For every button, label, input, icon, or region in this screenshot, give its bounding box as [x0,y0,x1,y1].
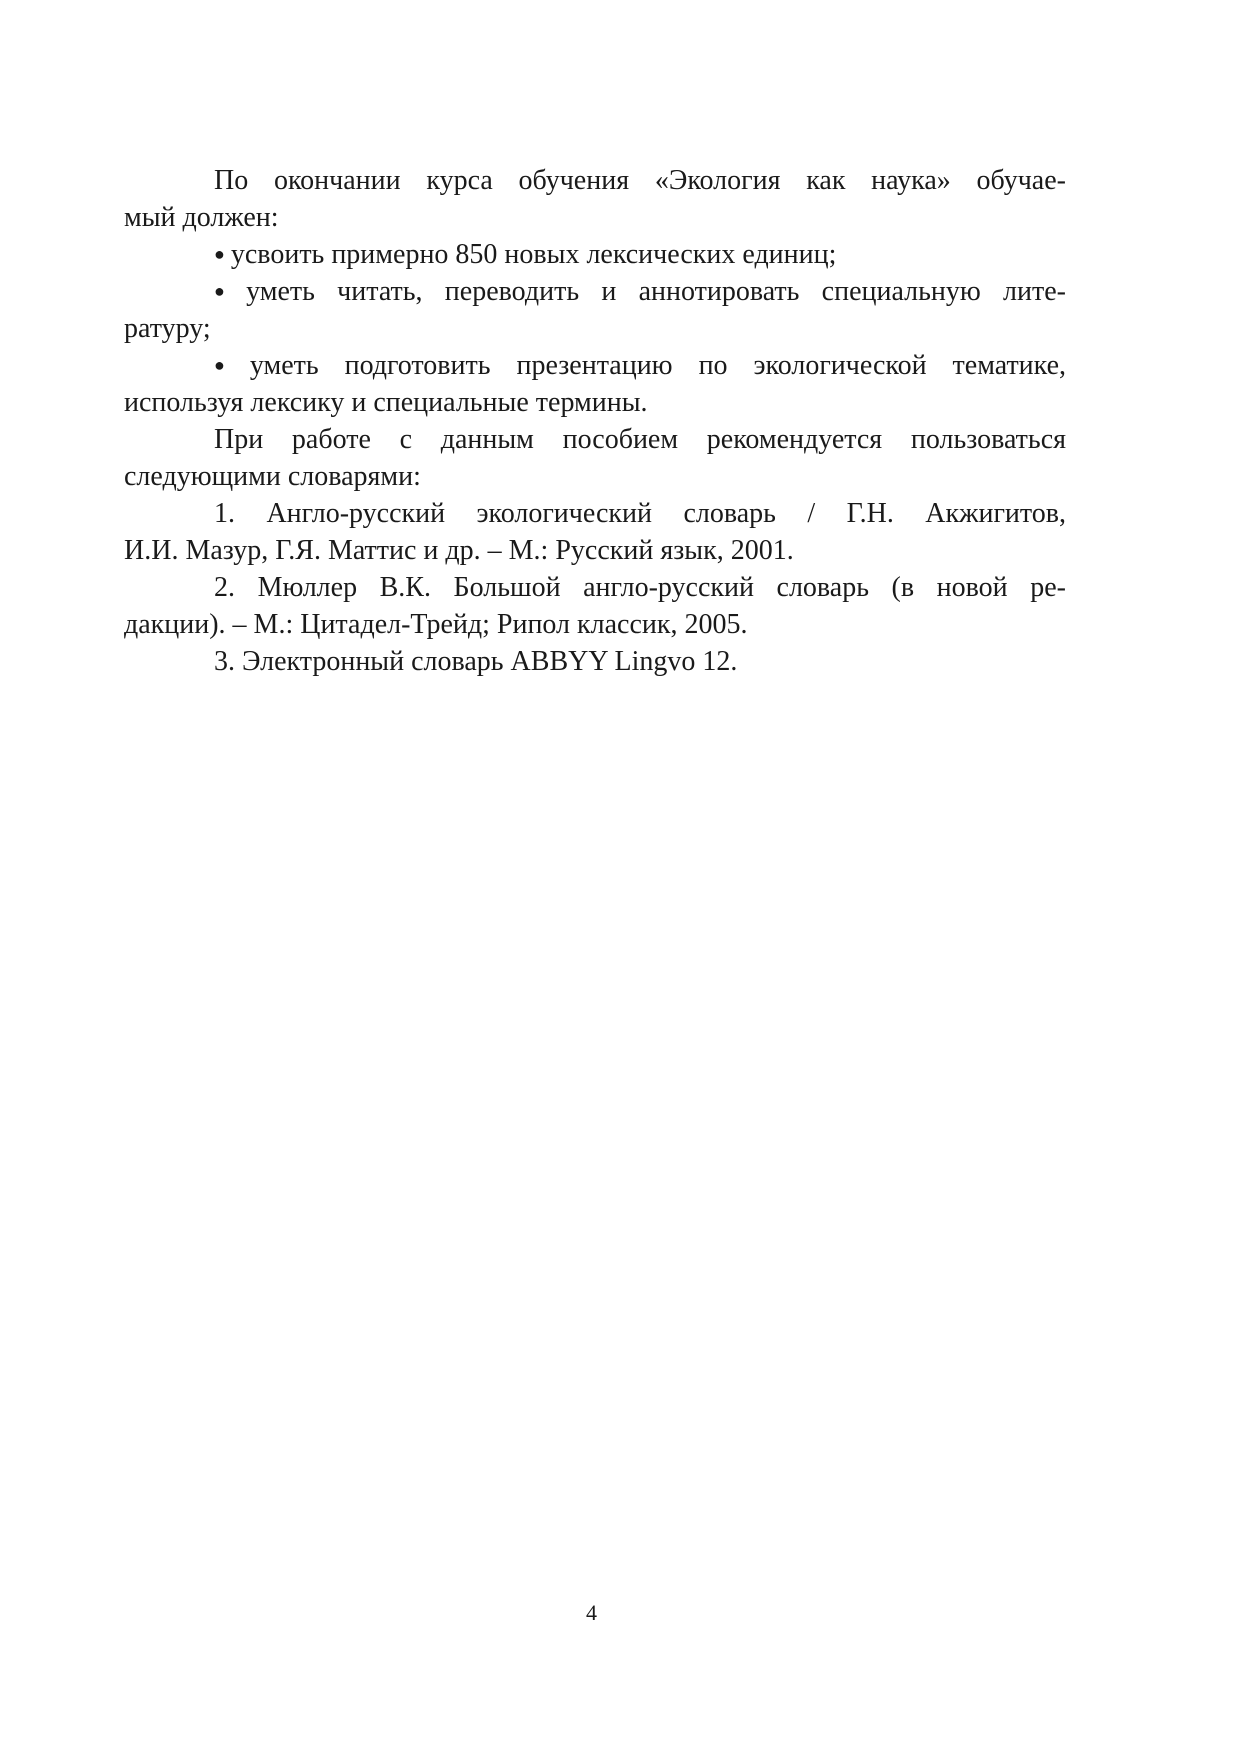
bullet-item-1-line-1 [124,236,1066,273]
bullet-item-3-line-2: используя лексику и специальные термины. [124,387,648,418]
page-number: 4 [586,1600,597,1625]
bullet-icon: ● [214,355,244,375]
bullet-item-1 [124,236,1066,273]
dictionary-item-1-line-2: И.И. Мазур, Г.Я. Маттис и др. – М.: Русский язык, 2001. [124,535,794,566]
dictionaries-intro-line-1: При работе с данным пособием рекомендуется пользоваться [214,424,1066,455]
dictionaries-intro-line-2: следующими словарями: [124,461,421,492]
bullet-item-2 [124,273,1066,347]
intro-line-2: мый должен: [124,202,279,233]
bullet-item-3 [124,347,1066,421]
bullet-item-2-line-1 [124,273,1066,310]
page-body [124,162,1066,680]
dictionaries-intro-paragraph [124,421,1066,495]
bullet-icon: ● [214,244,225,264]
intro-paragraph [124,162,1066,236]
dictionary-item-2-line-1: 2. Мюллер В.К. Большой англо-русский словарь (в новой ре- [214,572,1066,603]
dictionary-item-1-line-1: 1. Англо-русский экологический словарь / Г.Н. Акжигитов, [214,498,1066,529]
dictionary-item-2-line-2: дакции). – М.: Цитадел-Трейд; Рипол классик, 2005. [124,609,748,640]
dictionary-item-1 [124,495,1066,569]
intro-line-1: По окончании курса обучения «Экология как наука» обучае- [214,165,1066,196]
bullet-item-3-line-1 [124,347,1066,384]
dictionary-item-2 [124,569,1066,643]
bullet-item-3-text: уметь подготовить презентацию по экологической тематике, [249,350,1067,381]
dictionary-item-3-line-1: 3. Электронный словарь ABBYY Lingvo 12. [214,646,738,677]
bullet-item-1-text: усвоить примерно 850 новых лексических единиц; [230,239,837,270]
dictionary-item-3 [124,643,1066,680]
bullet-item-2-line-2: ратуру; [124,313,211,344]
bullet-item-2-text: уметь читать, переводить и аннотировать специальную лите- [246,276,1066,307]
bullet-icon: ● [214,281,241,301]
